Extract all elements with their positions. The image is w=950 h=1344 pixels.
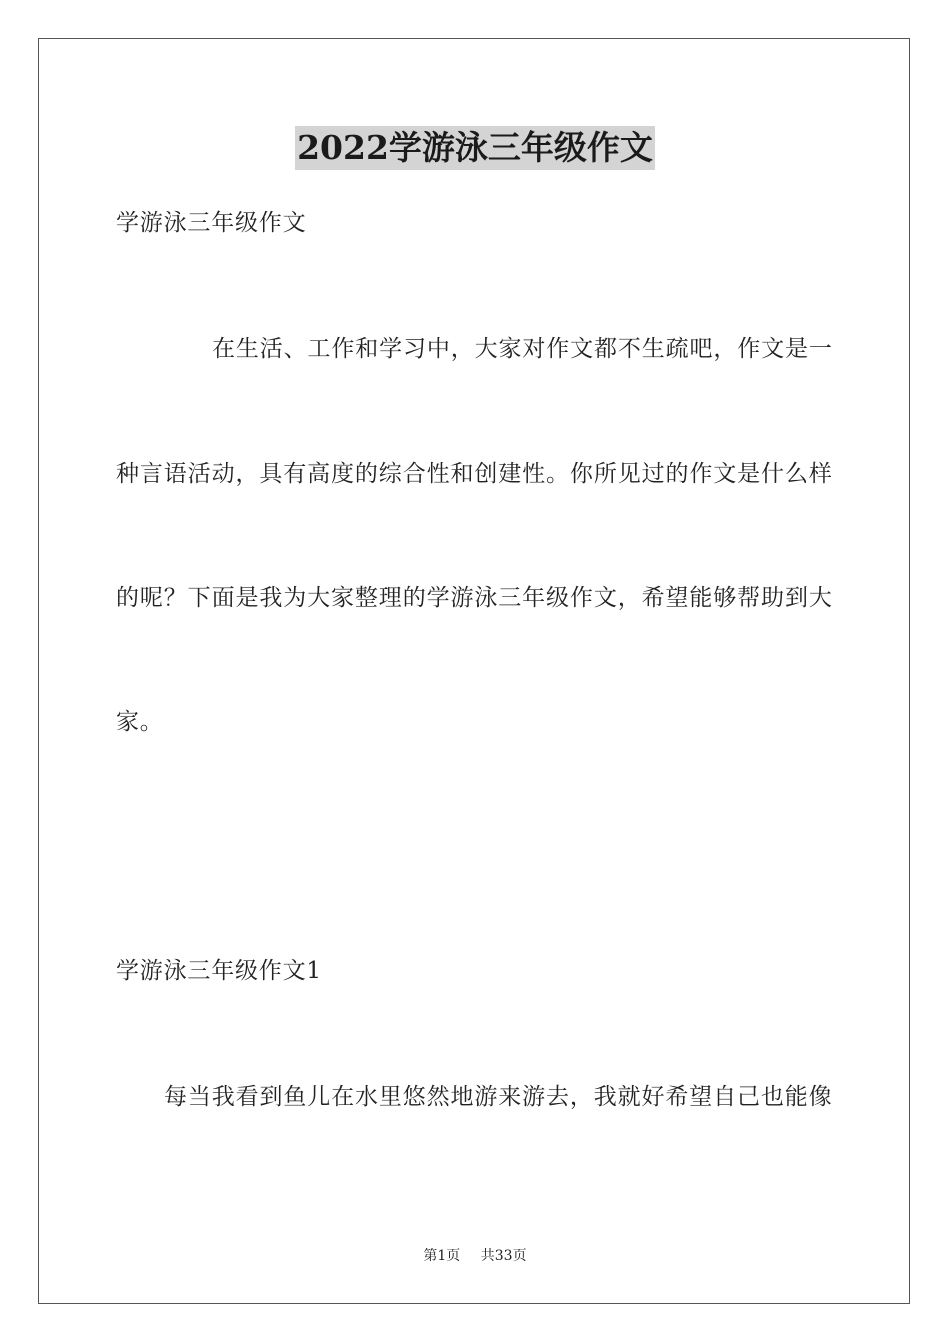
glyph: 见 — [617, 461, 641, 487]
glyph: 的 — [354, 461, 378, 487]
glyph: 语 — [163, 461, 187, 487]
glyph: 泳 — [474, 585, 498, 611]
intro-line-4: 家。 — [116, 709, 164, 735]
glyph: 我 — [211, 1084, 235, 1110]
glyph: 文 — [593, 585, 617, 611]
glyph: 到 — [259, 1084, 283, 1110]
glyph: 希 — [641, 585, 665, 611]
glyph: 助 — [761, 585, 785, 611]
document-subtitle: 学游泳三年级作文 — [116, 210, 307, 236]
glyph: 么 — [784, 461, 808, 487]
glyph: 游 — [450, 585, 474, 611]
glyph: 整 — [354, 585, 378, 611]
glyph: 理 — [378, 585, 402, 611]
glyph: 疏 — [665, 336, 689, 362]
glyph: 家 — [331, 585, 355, 611]
glyph: 悠 — [402, 1084, 426, 1110]
glyph: 我 — [259, 585, 283, 611]
glyph: 习 — [403, 336, 426, 362]
glyph: 活 — [187, 461, 211, 487]
glyph: 大 — [474, 336, 498, 362]
glyph: 作 — [331, 336, 355, 362]
glyph: 己 — [737, 1084, 760, 1110]
glyph: 就 — [617, 1084, 641, 1110]
glyph: 学 — [426, 585, 450, 611]
glyph: 大 — [307, 585, 331, 611]
glyph: 一 — [808, 336, 832, 362]
glyph: 帮 — [737, 585, 761, 611]
glyph: 也 — [760, 1084, 784, 1110]
glyph: 度 — [331, 461, 355, 487]
glyph: 望 — [665, 585, 689, 611]
glyph: 学 — [379, 336, 403, 362]
glyph: 呢 — [139, 585, 163, 611]
glyph: 工 — [307, 336, 331, 362]
glyph: 文 — [761, 336, 785, 362]
glyph: 面 — [211, 585, 235, 611]
glyph: 家 — [498, 336, 522, 362]
glyph: 好 — [641, 1084, 665, 1110]
glyph: 的 — [116, 585, 139, 611]
glyph: 建 — [498, 461, 522, 487]
glyph: 过 — [641, 461, 665, 487]
section-heading: 学游泳三年级作文1 — [116, 958, 322, 984]
glyph: 活 — [259, 336, 283, 362]
glyph: ， — [617, 585, 641, 611]
glyph: 是 — [235, 585, 259, 611]
title-container — [0, 126, 950, 170]
glyph: 里 — [378, 1084, 402, 1110]
glyph: 来 — [498, 1084, 522, 1110]
glyph: 什 — [761, 461, 785, 487]
glyph: 当 — [187, 1084, 211, 1110]
glyph: 能 — [784, 1084, 808, 1110]
glyph: 对 — [522, 336, 546, 362]
glyph: 鱼 — [283, 1084, 307, 1110]
glyph: ， — [713, 336, 737, 362]
glyph: 文 — [570, 336, 594, 362]
glyph: 在 — [331, 1084, 355, 1110]
glyph: 像 — [808, 1084, 832, 1110]
glyph: 合 — [402, 461, 426, 487]
glyph: 样 — [808, 461, 832, 487]
glyph: ， — [235, 461, 259, 487]
glyph: 望 — [689, 1084, 713, 1110]
glyph: 言 — [139, 461, 163, 487]
glyph: 自 — [713, 1084, 737, 1110]
glyph: 年 — [522, 585, 546, 611]
glyph: 到 — [784, 585, 808, 611]
glyph: 儿 — [307, 1084, 331, 1110]
glyph: 去 — [546, 1084, 569, 1110]
glyph: ， — [450, 336, 474, 362]
glyph: 够 — [713, 585, 737, 611]
glyph: 然 — [426, 1084, 450, 1110]
glyph: 作 — [737, 336, 761, 362]
glyph: 所 — [593, 461, 617, 487]
glyph: 综 — [378, 461, 402, 487]
glyph: 三 — [498, 585, 522, 611]
glyph: ？ — [163, 585, 187, 611]
glyph: 生 — [235, 336, 259, 362]
glyph: 和 — [450, 461, 474, 487]
page-total: 共33页 — [480, 1248, 527, 1264]
intro-line-3 — [116, 583, 832, 613]
glyph: 中 — [426, 336, 450, 362]
glyph: 游 — [522, 1084, 546, 1110]
document-title: 2022学游泳三年级作文 — [295, 126, 655, 170]
glyph: 有 — [283, 461, 307, 487]
glyph: 在 — [212, 336, 235, 362]
glyph: 级 — [546, 585, 570, 611]
glyph: 游 — [474, 1084, 498, 1110]
glyph: 下 — [187, 585, 211, 611]
glyph: 吧 — [689, 336, 713, 362]
glyph: 和 — [355, 336, 379, 362]
glyph: 作 — [689, 461, 713, 487]
glyph: 性 — [426, 461, 450, 487]
glyph: 是 — [737, 461, 761, 487]
glyph: 水 — [355, 1084, 378, 1110]
glyph: 为 — [283, 585, 307, 611]
glyph: 你 — [569, 461, 593, 487]
intro-line-1 — [212, 334, 832, 364]
glyph: ， — [569, 1084, 593, 1110]
glyph: 生 — [641, 336, 665, 362]
glyph: 大 — [808, 585, 832, 611]
glyph: 创 — [474, 461, 498, 487]
glyph: 种 — [116, 461, 139, 487]
glyph: 不 — [617, 336, 641, 362]
glyph: 能 — [689, 585, 713, 611]
glyph: 动 — [211, 461, 235, 487]
glyph: 是 — [785, 336, 808, 362]
glyph: 文 — [713, 461, 737, 487]
glyph: 都 — [594, 336, 617, 362]
section-line-1 — [164, 1082, 832, 1112]
glyph: 看 — [235, 1084, 259, 1110]
intro-line-2 — [116, 459, 832, 489]
glyph: 性 — [522, 461, 546, 487]
glyph: 的 — [402, 585, 426, 611]
page-number: 第1页 — [423, 1248, 461, 1264]
glyph: 的 — [665, 461, 689, 487]
page-footer — [0, 1247, 950, 1265]
glyph: 希 — [665, 1084, 689, 1110]
glyph: 具 — [259, 461, 283, 487]
glyph: 作 — [546, 336, 570, 362]
glyph: 高 — [307, 461, 331, 487]
glyph: 、 — [283, 336, 307, 362]
glyph: 我 — [593, 1084, 617, 1110]
glyph: 。 — [546, 461, 570, 487]
glyph: 地 — [450, 1084, 474, 1110]
glyph: 每 — [164, 1084, 187, 1110]
glyph: 作 — [569, 585, 593, 611]
